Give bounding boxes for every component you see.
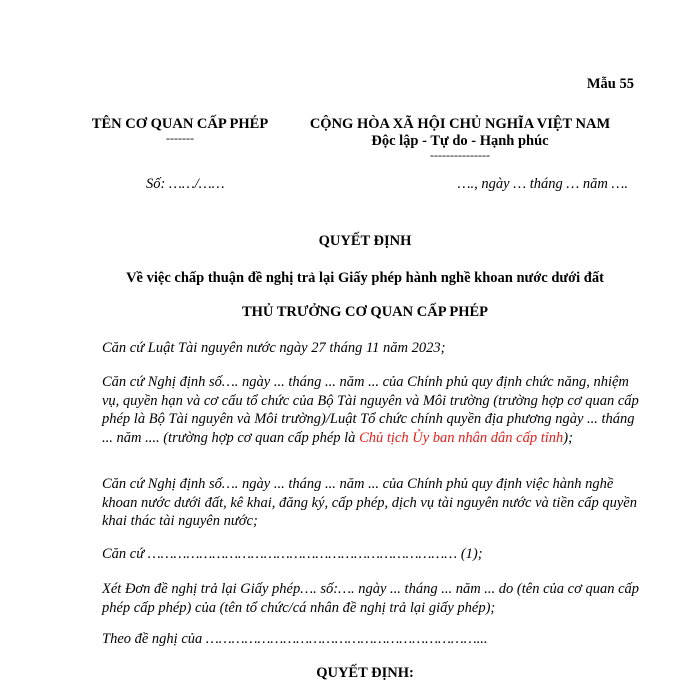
document-date: …., ngày … tháng … năm …. bbox=[457, 176, 628, 192]
motto: Độc lập - Tự do - Hạnh phúc bbox=[371, 133, 549, 149]
document-subtitle: Về việc chấp thuận đề nghị trả lại Giấy phép hành nghề khoan nước dưới đất bbox=[126, 270, 604, 286]
nation-name: CỘNG HÒA XÃ HỘI CHỦ NGHĨA VIỆT NAM bbox=[309, 116, 611, 132]
basis-other-paragraph: Căn cứ ……………………………………………………………… (1); bbox=[102, 546, 483, 562]
form-code: Mẫu 55 bbox=[586, 76, 634, 92]
motto-underline: --------------- bbox=[430, 148, 490, 162]
provincial-chairman-highlight: Chủ tịch Ủy ban nhân dân cấp tỉnh bbox=[359, 429, 564, 446]
proposal-paragraph: Theo đề nghị của ………………………………………………………... bbox=[102, 631, 488, 647]
decision-heading: QUYẾT ĐỊNH: bbox=[316, 665, 414, 681]
basis-decree-text: Căn cứ Nghị định số…. ngày ... tháng ... năm ... của Chính phủ quy định chức năng, nhiệm vụ, quyền hạn và cơ cấu tổ chức của Bộ Tài nguyên và Môi trường (trường hợp cơ quan cấp phép là Bộ Tài nguyên và Môi trường)/Luật Tổ chức chính quyền địa phương ngày ... tháng ... năm .... (trường hợp cơ quan cấp phép là bbox=[102, 374, 639, 446]
basis-decree-end: ); bbox=[563, 429, 573, 446]
application-review-paragraph: Xét Đơn đề nghị trả lại Giấy phép…. số:…. ngày ... tháng ... năm ... do (tên của cơ quan cấp phép cấp phép) của (tên tổ chức/cá nhân đề nghị trả lại giấy phép); bbox=[102, 581, 640, 616]
basis-drilling-decree-paragraph: Căn cứ Nghị định số…. ngày ... tháng ... năm ... của Chính phủ quy định việc hành nghề khoan nước dưới đất, kê khai, đăng ký, cấp phép, dịch vụ tài nguyên nước và tiền cấp quyền khai thác tài nguyên nước; bbox=[102, 476, 637, 529]
agency-underline: ------- bbox=[166, 131, 194, 145]
basis-decree-paragraph bbox=[102, 373, 642, 447]
document-title: QUYẾT ĐỊNH bbox=[318, 233, 412, 249]
document-number: Số: ……/…… bbox=[146, 176, 225, 192]
authority-heading: THỦ TRƯỞNG CƠ QUAN CẤP PHÉP bbox=[241, 304, 489, 320]
basis-law-paragraph: Căn cứ Luật Tài nguyên nước ngày 27 tháng 11 năm 2023; bbox=[102, 340, 446, 356]
agency-name: TÊN CƠ QUAN CẤP PHÉP bbox=[91, 116, 269, 132]
